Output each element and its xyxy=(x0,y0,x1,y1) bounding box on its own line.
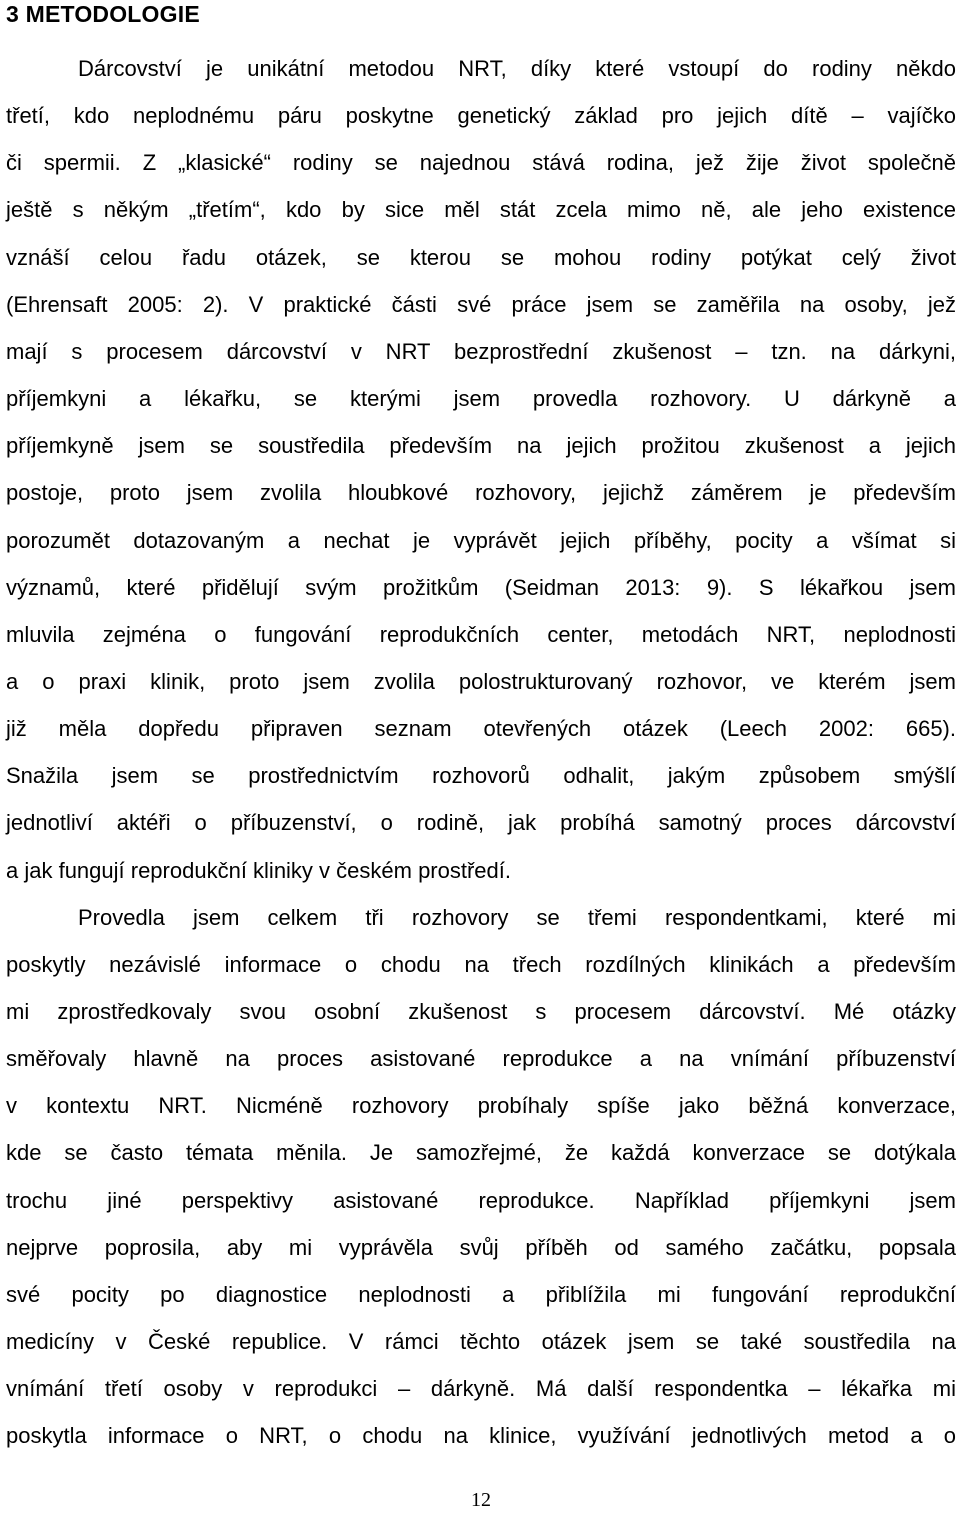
text-line: již měla dopředu připraven seznam otevřených otázek (Leech 2002: 665). xyxy=(6,716,956,741)
text-line: (Ehrensaft 2005: 2). V praktické části své práce jsem se zaměřila na osoby, jež xyxy=(6,292,956,317)
text-line: mluvila zejména o fungování reprodukčních center, metodách NRT, neplodnosti xyxy=(6,622,956,647)
text-line: nejprve poprosila, aby mi vyprávěla svůj příběh od samého začátku, popsala xyxy=(6,1235,956,1260)
text-line: významů, které přidělují svým prožitkům (Seidman 2013: 9). S lékařkou jsem xyxy=(6,575,956,600)
text-line: trochu jiné perspektivy asistované reprodukce. Například příjemkyni jsem xyxy=(6,1188,956,1213)
text-line: Provedla jsem celkem tři rozhovory se třemi respondentkami, které mi xyxy=(78,905,956,930)
text-line: jednotliví aktéři o příbuzenství, o rodině, jak probíhá samotný proces dárcovství xyxy=(6,810,956,835)
text-line: postoje, proto jsem zvolila hloubkové rozhovory, jejichž záměrem je především xyxy=(6,480,956,505)
text-line: porozumět dotazovaným a nechat je vyprávět jejich příběhy, pocity a všímat si xyxy=(6,528,956,553)
text-line: směřovaly hlavně na proces asistované reprodukce a na vnímání příbuzenství xyxy=(6,1046,956,1071)
text-line: poskytly nezávislé informace o chodu na třech rozdílných klinikách a především xyxy=(6,952,956,977)
text-line: mají s procesem dárcovství v NRT bezprostřední zkušenost – tzn. na dárkyni, xyxy=(6,339,956,364)
text-line: vznáší celou řadu otázek, se kterou se mohou rodiny potýkat celý život xyxy=(6,245,956,270)
text-line: medicíny v České republice. V rámci těchto otázek jsem se také soustředila na xyxy=(6,1329,956,1354)
section-heading: 3 METODOLOGIE xyxy=(6,1,200,27)
text-line: třetí, kdo neplodnému páru poskytne genetický základ pro jejich dítě – vajíčko xyxy=(6,103,956,128)
page-number: 12 xyxy=(471,1489,491,1511)
text-line: a jak fungují reprodukční kliniky v českém prostředí. xyxy=(6,858,512,883)
text-line: Dárcovství je unikátní metodou NRT, díky které vstoupí do rodiny někdo xyxy=(78,56,956,81)
text-line: mi zprostředkovaly svou osobní zkušenost s procesem dárcovství. Mé otázky xyxy=(6,999,956,1024)
text-line: či spermii. Z „klasické“ rodiny se najednou stává rodina, jež žije život společně xyxy=(6,150,956,175)
text-line: poskytla informace o NRT, o chodu na klinice, využívání jednotlivých metod a o xyxy=(6,1423,956,1448)
text-line: kde se často témata měnila. Je samozřejmé, že každá konverzace se dotýkala xyxy=(6,1140,956,1165)
text-line: své pocity po diagnostice neplodnosti a přiblížila mi fungování reprodukční xyxy=(6,1282,956,1307)
text-line: příjemkyně jsem se soustředila především na jejich prožitou zkušenost a jejich xyxy=(6,433,956,458)
text-line: v kontextu NRT. Nicméně rozhovory probíhaly spíše jako běžná konverzace, xyxy=(6,1093,956,1118)
text-line: vnímání třetí osoby v reprodukci – dárkyně. Má další respondentka – lékařka mi xyxy=(6,1376,956,1401)
text-line: a o praxi klinik, proto jsem zvolila polostrukturovaný rozhovor, ve kterém jsem xyxy=(6,669,956,694)
text-line: příjemkyni a lékařku, se kterými jsem provedla rozhovory. U dárkyně a xyxy=(6,386,956,411)
text-line: Snažila jsem se prostřednictvím rozhovorů odhalit, jakým způsobem smýšlí xyxy=(6,763,956,788)
document-page xyxy=(6,0,956,1515)
text-line: ještě s někým „třetím“, kdo by sice měl stát zcela mimo ně, ale jeho existence xyxy=(6,197,956,222)
